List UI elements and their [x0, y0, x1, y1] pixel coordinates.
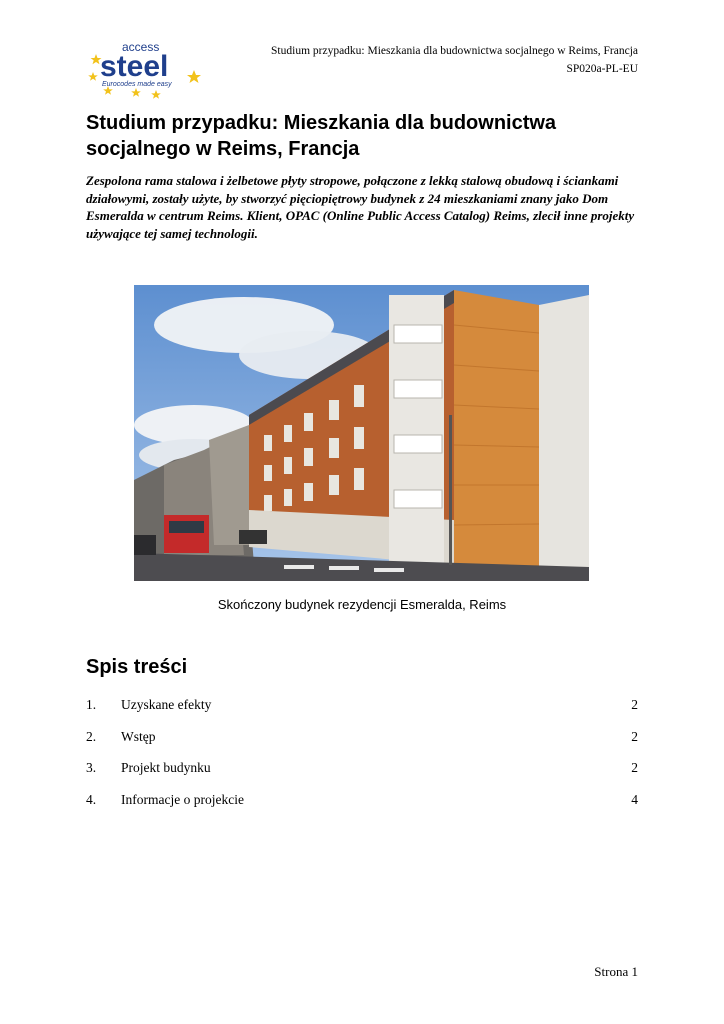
photo-caption: Skończony budynek rezydencji Esmeralda, Reims [217, 597, 507, 612]
toc-item-number: 4. [86, 791, 97, 807]
logo-word-steel: steel [100, 50, 169, 83]
toc-item-label: Wstęp [121, 728, 156, 744]
title-line-2: socjalnego w Reims, Francja [86, 138, 360, 160]
toc-item[interactable] [86, 697, 638, 729]
page-title [86, 110, 646, 162]
logo-tagline: Eurocodes made easy [102, 81, 172, 88]
toc-item-label: Uzyskane efekty [121, 697, 212, 712]
toc-item-label: Projekt budynku [121, 760, 211, 775]
logo-word-access: access [122, 40, 160, 54]
building-photo [134, 285, 589, 581]
header-doc-code: SP020a-PL-EU [566, 63, 638, 75]
header-doc-title: Studium przypadku: Mieszkania dla budownictwa socjalnego w Reims, Francja [271, 45, 638, 57]
access-steel-logo [86, 40, 210, 102]
toc-item[interactable] [86, 760, 638, 792]
toc-item-page: 2 [631, 728, 638, 744]
abstract-paragraph: Zespolona rama stalowa i żelbetowe płyty stropowe, połączone z lekką stalową obudową i ściankami działowymi, zostały użyte, by stworzyć pięciopiętrowy budynek z 24 mieszkaniami znany jako Dom Esmeralda w centrum Reims. Klient, OPAC (Online Public Access Catalog) Reims, zlecił inne projekty używające tej samej technologii. [86, 173, 635, 241]
toc-item-page: 4 [631, 791, 638, 807]
toc-item-page: 2 [631, 760, 638, 775]
toc-item[interactable] [86, 729, 638, 761]
page-number: Strona 1 [594, 964, 638, 979]
toc-item-page: 2 [631, 697, 638, 712]
title-line-1: Studium przypadku: Mieszkania dla budownictwa [86, 112, 557, 134]
toc-item-number: 1. [86, 697, 97, 712]
toc-item[interactable] [86, 792, 638, 824]
toc-item-label: Informacje o projekcie [121, 791, 244, 807]
toc-heading: Spis treści [86, 656, 188, 678]
toc-item-number: 2. [86, 728, 97, 744]
running-header [271, 42, 638, 78]
table-of-contents [86, 697, 638, 823]
toc-item-number: 3. [86, 760, 97, 775]
